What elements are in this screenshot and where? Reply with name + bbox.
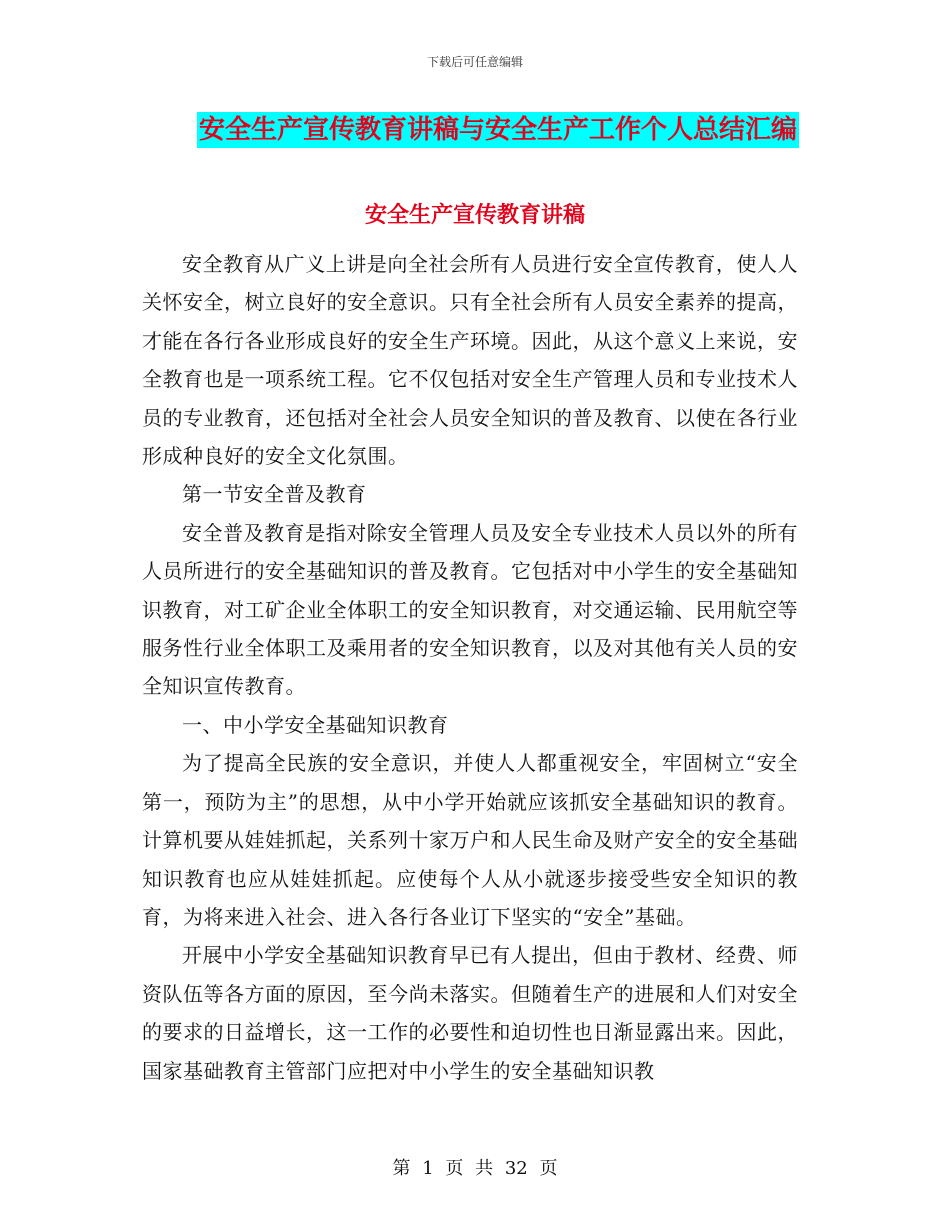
document-title-container	[0, 112, 950, 148]
paragraph: 为了提高全民族的安全意识，并使人人都重视安全，牢固树立“安全第一，预防为主”的思想，从中小学开始就应该抓安全基础知识的教育。计算机要从娃娃抓起，关系列十家万户和人民生命及财产安全的安全基础知识教育也应从娃娃抓起。应使每个人从小就逐步接受些安全知识的教育，为将来进入社会、进入各行各业订下坚实的“安全”基础。	[142, 751, 798, 929]
document-body	[142, 245, 798, 1090]
page-number: 第 1 页 共 32 页	[392, 1158, 558, 1179]
section-title: 安全生产宣传教育讲稿	[364, 203, 585, 228]
page-header-note: 下载后可任意编辑	[426, 55, 523, 69]
paragraph: 安全教育从广义上讲是向全社会所有人员进行安全宣传教育，使人人关怀安全，树立良好的安全意识。只有全社会所有人员安全素养的提高，才能在各行各业形成良好的安全生产环境。因此，从这个意义上来说，安全教育也是一项系统工程。它不仅包括对安全生产管理人员和专业技术人员的专业教育，还包括对全社会人员安全知识的普及教育、以使在各行业形成种良好的安全文化氛围。	[142, 252, 798, 469]
paragraph: 一、中小学安全基础知识教育	[182, 712, 449, 737]
paragraph: 安全普及教育是指对除安全管理人员及安全专业技术人员以外的所有人员所进行的安全基础知识的普及教育。它包括对中小学生的安全基础知识教育，对工矿企业全体职工的安全知识教育，对交通运输、民用航空等服务性行业全体职工及乘用者的安全知识教育，以及对其他有关人员的安全知识宣传教育。	[142, 520, 798, 699]
paragraph: 第一节安全普及教育	[182, 482, 367, 507]
document-title: 安全生产宣传教育讲稿与安全生产工作个人总结汇编	[197, 112, 799, 148]
paragraph: 开展中小学安全基础知识教育早已有人提出，但由于教材、经费、师资队伍等各方面的原因，至今尚未落实。但随着生产的进展和人们对安全的要求的日益增长，这一工作的必要性和迫切性也日渐显露出来。因此，国家基础教育主管部门应把对中小学生的安全基础知识教	[142, 943, 798, 1083]
